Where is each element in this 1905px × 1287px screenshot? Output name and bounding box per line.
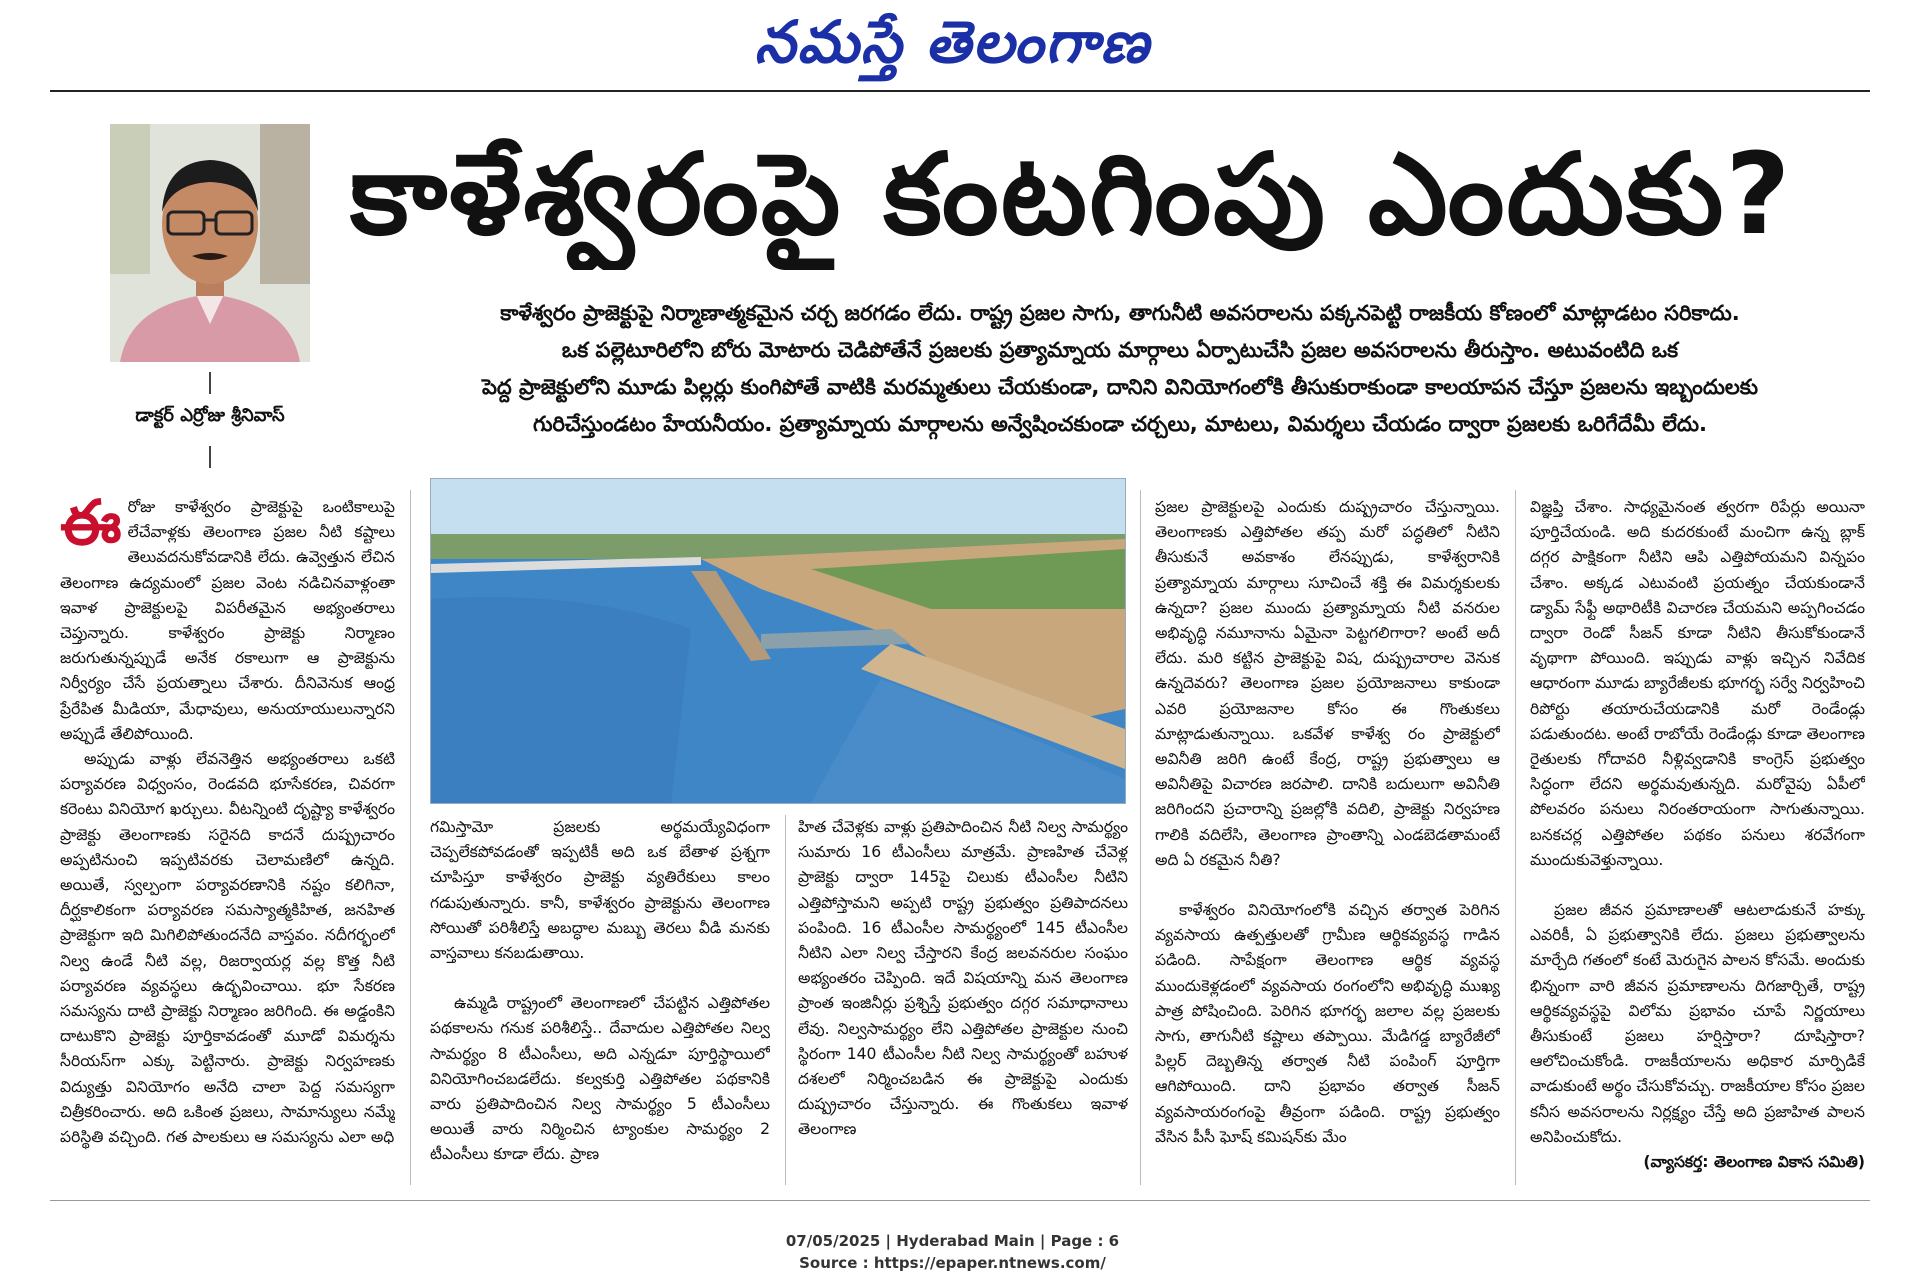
paragraph: విజ్ఞప్తి చేశాం. సాధ్యమైనంత త్వరగా రిపేర్లు అయినా పూర్తిచేయండి. అది కుదరకుంటే మంచిగా ఉన్న బ్లాక్ దగ్గర పాక్షికంగా నీటిని ఆపి ఎత్తిపోయమని విన్నపం చేశాం. అక్కడ ఎటువంటి ప్రయత్నం చేయకుండానే డ్యామ్ సేఫ్టీ అథారిటీకి విచారణ చేయమని అప్పగించడం ద్వారా రెండో సీజన్ కూడా నీటిని తీసుకోకుండానే వృథాగా పోయింది. ఇప్పుడు వాళ్లు ఇచ్చిన నివేదిక ఆధారంగా మూడు బ్యారేజీలకు భూగర్భ సర్వే నిర్వహించి రిపోర్టు తయారుచేయడానికి మరో రెండేండ్లు పడుతుందట. అంటే రాబోయే రెండేండ్లు కూడా తెలంగాణ రైతులకు గోదావరి నీళ్లివ్వడానికి కాంగ్రెస్ ప్రభుత్వం సిద్ధంగా లేదని అర్థమవుతున్నది. మరోవైపు ఏపీలో పోలవరం పనులు నిరంతరాయంగా సాగుతున్నాయి. బనకచర్ల ఎత్తిపోతల పథకం పనులు శరవేగంగా ముందుకువెళ్తున్నాయి. <box>1530 498 1865 869</box>
article-column-4 <box>1155 495 1500 1185</box>
column-divider <box>410 490 411 1185</box>
article-headline: కాళేశ్వరంపై కంటగింపు ఎందుకు? <box>350 130 1793 260</box>
article-column-1 <box>60 495 395 1185</box>
edition-info: 07/05/2025 | Hyderabad Main | Page : 6 <box>785 1232 1120 1250</box>
lead-line: పెద్ద ప్రాజెక్టులోని మూడు పిల్లర్లు కుంగిపోతే వాటికి మరమ్మతులు చేయకుండా, దానిని వినియోగంలోకి తీసుకురాకుండా కాలయాపన చేస్తూ ప్రజలను ఇబ్బందులకు <box>481 375 1759 399</box>
article-column-3 <box>798 815 1128 1185</box>
column-divider <box>785 815 786 1185</box>
author-credit: (వ్యాసకర్త: తెలంగాణ వికాస సమితి) <box>1643 1153 1865 1172</box>
article-column-2 <box>430 815 770 1185</box>
byline-divider-bottom <box>209 446 211 468</box>
masthead-rule <box>50 90 1870 92</box>
lead-line: గురిచేస్తుండటం హేయనీయం. ప్రత్యామ్నాయ మార్గాలను అన్వేషించకుండా చర్చలు, మాటలు, విమర్శలు చేయడం ద్వారా ప్రజలకు ఒరిగేదేమీ లేదు. <box>532 412 1707 436</box>
author-photo <box>110 124 310 362</box>
article-column-5 <box>1530 495 1865 1185</box>
paragraph: కాళేశ్వరం వినియోగంలోకి వచ్చిన తర్వాత పెరిగిన వ్యవసాయ ఉత్పత్తులతో గ్రామీణ ఆర్థికవ్యవస్థ గాడిన పడింది. సాపేక్షంగా తెలంగాణ ఆర్థిక వ్యవస్థ ముందుకెళ్లడంలో వ్యవసాయ రంగంలోని అభివృద్ధి ముఖ్య పాత్ర పోషించింది. పెరిగిన భూగర్భ జలాల వల్ల ప్రజలకు సాగు, తాగునీటి కష్టాలు తప్పాయి. మేడిగడ్డ బ్యారేజీలో పిల్లర్ దెబ్బతిన్న తర్వాత నీటి పంపింగ్ పూర్తిగా ఆగిపోయింది. దాని ప్రభావం తర్వాత సీజన్ వ్యవసాయరంగంపై తీవ్రంగా పడింది. రాష్ట్ర ప్రభుత్వం వేసిన పీసీ ఘోష్ కమిషన్‌కు మేం <box>1155 901 1500 1146</box>
paragraph: అప్పుడు వాళ్లు లేవనెత్తిన అభ్యంతరాలు ఒకటి పర్యావరణ విధ్వంసం, రెండవది భూసేకరణ, చివరగా కరెంటు వినియోగ ఖర్చులు. వీటన్నింటి దృష్ట్యా కాళేశ్వరం ప్రాజెక్టు తెలంగాణకు సరైనది కాదనే దుష్ప్రచారం అప్పటినుంచి ఇప్పటివరకు చెలామణిలో ఉన్నది. అయితే, స్వల్పంగా పర్యావరణానికి నష్టం కలిగినా, దీర్ఘకాలికంగా పర్యావరణ సమస్యాత్మకిహిత, జనహిత ప్రాజెక్టుగా ఇది మిగిలిపోతుందనేది వాస్తవం. నదీగర్భంలో నిల్వ ఉండే నీటి వల్ల, రిజర్వాయర్ల వల్ల కొత్త నీటి పర్యావరణ వ్యవస్థలు ఉద్భవించాయి. భూ సేకరణ సమస్యను దాటి ప్రాజెక్టు నిర్మాణం జరిగింది. ఈ అడ్డంకిని దాటుకొని ప్రాజెక్టు పూర్తికావడంతో మూడో విమర్శను సీరియస్‌గా ఎక్కు పెట్టినారు. ప్రాజెక్టు నిర్వహణకు విద్యుత్తు వినియోగం అనేది చాలా పెద్ద సమస్యగా చిత్రీకరించారు. అది ఒకింత ప్రజలు, సామాన్యులు నమ్మే పరిస్థితి వచ్చింది. గత పాలకులు ఆ సమస్యను ఎలా అధి <box>60 750 395 1147</box>
author-name: డాక్టర్ ఎర్రోజు శ్రీనివాస్ <box>135 405 285 426</box>
paragraph: గమిస్తామో ప్రజలకు అర్థమయ్యేవిధంగా చెప్పలేకపోవడంతో ఇప్పటికీ అది ఒక బేతాళ ప్రశ్నగా చూపిస్తూ కాళేశ్వరం ప్రాజెక్టు వ్యతిరేకులు కాలం గడుపుతున్నారు. కానీ, కాళేశ్వరం ప్రాజెక్టును తెలంగాణ సోయితో పరిశీలిస్తే అబద్ధాల మబ్బు తెరలు వీడి మనకు వాస్తవాలు కనబడుతాయి. <box>430 818 770 963</box>
lead-line: ఒక పల్లెటూరిలోని బోరు మోటారు చెడిపోతేనే ప్రజలకు ప్రత్యామ్నాయ మార్గాలు ఏర్పాటుచేసి ప్రజల అవసరాలను తీరుస్తాం. అటువంటిది ఒక <box>561 338 1679 362</box>
paragraph: ఉమ్మడి రాష్ట్రంలో తెలంగాణలో చేపట్టిన ఎత్తిపోతల పథకాలను గనుక పరిశీలిస్తే.. దేవాదుల ఎత్తిపోతల నిల్వ సామర్థ్యం 8 టీఎంసీలు, అది ఎన్నడూ పూర్తిస్థాయిలో వినియోగించబడలేదు. కల్వకుర్తి ఎత్తిపోతల పథకానికి వారు ప్రతిపాదించిన నిల్వ సామర్థ్యం 5 టీఎంసీలు అయితే వారు నిర్మించిన ట్యాంకుల సామర్థ్యం 2 టీఎంసీలు కూడా లేదు. ప్రాణ <box>430 994 770 1164</box>
column-divider <box>1140 490 1141 1185</box>
lead-line: కాళేశ్వరం ప్రాజెక్టుపై నిర్మాణాత్మకమైన చర్చ జరగడం లేదు. రాష్ట్ర ప్రజల సాగు, తాగునీటి అవసరాలను పక్కనపెట్టి రాజకీయ కోణంలో మాట్లాడటం సరికాదు. <box>500 301 1740 325</box>
newspaper-masthead: నమస్తే తెలంగాణ <box>754 8 1151 76</box>
source-link[interactable]: Source : https://epaper.ntnews.com/ <box>799 1254 1106 1272</box>
paragraph: ప్రజల జీవన ప్రమాణాలతో ఆటలాడుకునే హక్కు ఎవరికీ, ఏ ప్రభుత్వానికి లేదు. ప్రజలు ప్రభుత్వాలను మార్చేది గతంలో కంటే మెరుగైన పాలన కోసమే. అందుకు భిన్నంగా వారి జీవన ప్రమాణాలను దిగజార్చితే, రాష్ట్ర ఆర్థికవ్యవస్థపై విలోమ ప్రభావం చూపే నిర్ణయాలు తీసుకుంటే ప్రజలు హర్షిస్తారా? దూషిస్తారా? ఆలోచించుకోండి. రాజకీయాలను అధికార మార్పిడికే వాడుకుంటే అర్థం చేసుకోవచ్చు. రాజకీయాల కోసం ప్రజల కనీస అవసరాలను నిర్లక్ష్యం చేస్తే అది ప్రజాహిత పాలన అనిపించుకోదు. <box>1530 901 1865 1146</box>
page-footer <box>0 1230 1905 1274</box>
paragraph: ప్రజల ప్రాజెక్టులపై ఎందుకు దుష్ప్రచారం చేస్తున్నాయి. తెలంగాణకు ఎత్తిపోతల తప్ప మరో పద్ధతిలో నీటిని తీసుకునే అవకాశం లేనప్పుడు, కాళేశ్వరానికి ప్రత్యామ్నాయ మార్గాలు సూచించే శక్తి ఈ విమర్శకులకు ఉన్నదా? ప్రజల ముందు ప్రత్యామ్నాయ నీటి వనరుల అభివృద్ధి నమూనాను ఏమైనా పెట్టగలిగారా? అంటే అదీ లేదు. మరి కట్టిన ప్రాజెక్టుపై విష, దుష్ప్రచారాల వెనుక ఉన్నదెవరు? తెలంగాణ ప్రజల ప్రయోజనాలు కాకుండా ఎవరి ప్రయోజనాల కోసం ఈ గొంతుకలు మాట్లాడుతున్నాయి. ఒకవేళ కాళేశ్వ రం ప్రాజెక్టులో అవినీతి జరిగి ఉంటే కేంద్ర, రాష్ట్ర ప్రభుత్వాలు ఆ అవినీతిపై విచారణ జరపాలి. దానికి బదులుగా అవినీతి జరిగిందని ప్రచారాన్ని ప్రజల్లోకి వదిలి, ప్రాజెక్టు నిర్వహణ గాలికి వదిలేసి, తెలంగాణ ప్రాంతాన్ని ఎండబెడతామంటే అది ఏ రకమైన నీతి? <box>1155 498 1500 869</box>
column-divider <box>1515 490 1516 1185</box>
footer-rule <box>50 1200 1870 1201</box>
byline-divider-top <box>209 372 211 394</box>
article-lead <box>395 295 1845 443</box>
paragraph: హిత చేవెళ్లకు వాళ్లు ప్రతిపాదించిన నీటి నిల్వ సామర్థ్యం సుమారు 16 టీఎంసీలు మాత్రమే. ప్రాణహిత చేవెళ్ల ప్రాజెక్టు ద్వారా 145పై చిలుకు టీఎంసీల నీటిని ఎత్తిపోస్తామని అప్పటి రాష్ట్ర ప్రభుత్వం ప్రతిపాదనలు పంపింది. 16 టీఎంసీల సామర్థ్యంలో 145 టీఎంసీల నీటిని ఎలా నిల్వ చేస్తారని కేంద్ర జలవనరుల సంఘం అభ్యంతరం చెప్పింది. ఇదే విషయాన్ని మన తెలంగాణ ప్రాంత ఇంజినీర్లు ప్రశ్నిస్తే ప్రభుత్వం దగ్గర సమాధానాలు లేవు. నిల్వసామర్థ్యం లేని ఎత్తిపోతల ప్రాజెక్టుల నుంచి స్థిరంగా 140 టీఎంసీల నీటి నిల్వ సామర్థ్యంతో బహుళ దశలలో నిర్మించబడిన ఈ ప్రాజెక్టుపై ఎందుకు దుష్ప్రచారం చేస్తున్నారు. ఈ గొంతుకలు ఇవాళ తెలంగాణ <box>798 818 1128 1139</box>
drop-cap: ఈ <box>60 495 122 559</box>
barrage-photo <box>430 478 1126 804</box>
paragraph: రోజు కాళేశ్వరం ప్రాజెక్టుపై ఒంటికాలుపై లేచేవాళ్లకు తెలంగాణ ప్రజల నీటి కష్టాలు తెలువదనుకోవడానికి లేదు. ఉవ్వెత్తున లేచిన తెలంగాణ ఉద్యమంలో ప్రజల వెంట నడిచినవాళ్లంతా ఇవాళ ప్రాజెక్టులపై విపరీతమైన అభ్యంతరాలు చెప్తున్నారు. కాళేశ్వరం ప్రాజెక్టు నిర్మాణం జరుగుతున్నప్పుడే అనేక రకాలుగా ఆ ప్రాజెక్టును నిర్వీర్యం చేసే ప్రయత్నాలు చేశారు. దీనివెనుక ఆంధ్ర ప్రేరేపిత మీడియా, మేధావులు, అనుయాయులున్నారని అప్పుడే తేలిపోయింది. <box>60 498 395 743</box>
